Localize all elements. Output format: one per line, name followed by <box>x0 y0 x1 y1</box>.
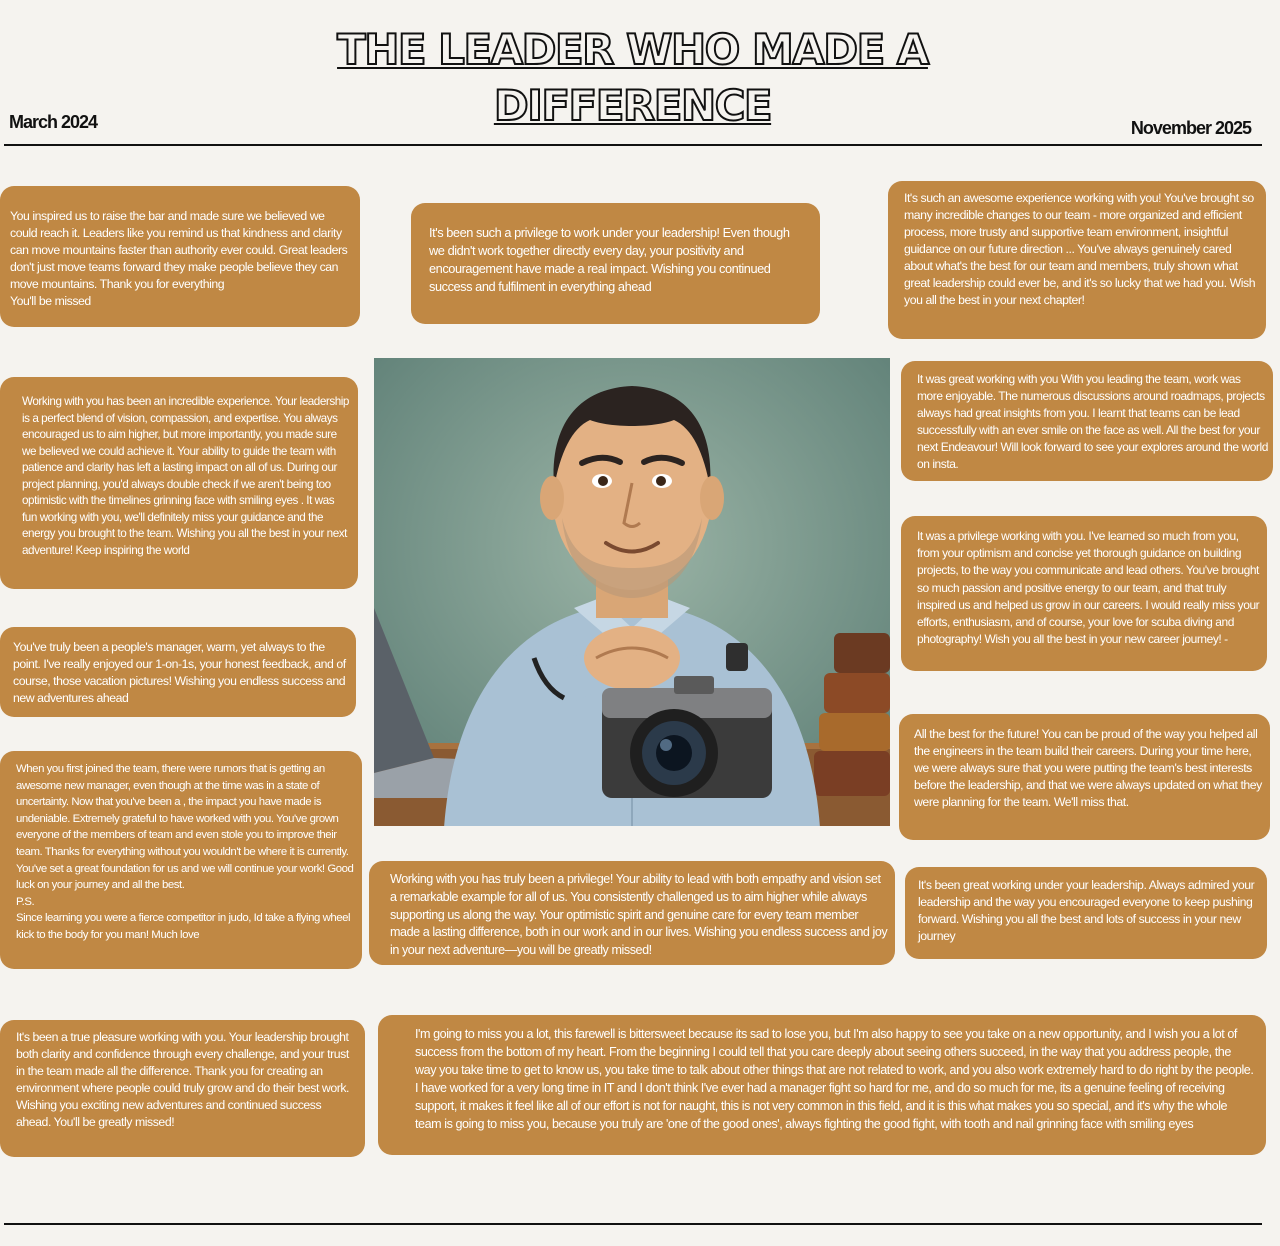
farewell-note-10 <box>369 861 895 965</box>
note-text: It's been a true pleasure working with you. Your leadership brought both clarity and confidence through every challenge, and your trust in the team made all the difference. Thank you for creating an environment where people could truly grow and do their best work. Wishing you exciting new adventures and continued success ahead. You'll be greatly missed! <box>16 1030 350 1129</box>
end-date: November 2025 <box>1130 118 1251 138</box>
note-text: Working with you has been an incredible experience. Your leadership is a perfect blend of vision, compassion, and expertise. You always encouraged us to aim higher, but more importantly, you made sure we believed we could achieve it. Your ability to guide the team with patience and clarity has left a lasting impact on all of us. During our project planning, you'd always double check if we aren't being too optimistic with the timelines grinning face with smiling eyes . It was fun working with you, we'll definitely miss your guidance and the energy you brought to the team. Wishing you all the best in your next adventure! Keep inspiring the world <box>22 395 349 557</box>
note-text: I'm going to miss you a lot, this farewell is bittersweet because its sad to lose you, but I'm also happy to see you take on a new opportunity, and I wish you a lot of success from the bottom of my heart. From the beginning I could tell that you care deeply about seeing others succeed, in the way that you address people, the way you take time to get to know us, you take time to talk about other things that are not related to work, and you also work extremely hard to do right by the people. I have worked for a very long time in IT and I don't think I've ever had a manager fight so hard for me, and do so much for me, its a genuine feeling of receiving support, it makes it feel like all of our effort is not for naught, this is not very common in this field, and it is this what makes you so special, and it's why the whole team is going to miss you, because you truly are 'one of the good ones', always fighting the good fight, with tooth and nail grinning face with smiling eyes <box>415 1027 1254 1131</box>
top-divider <box>4 144 1262 146</box>
farewell-note-7 <box>0 627 356 717</box>
farewell-note-3 <box>888 181 1266 339</box>
note-text: It was a privilege working with you. I've learned so much from you, from your optimism and concise yet thorough guidance on building projects, to the way you communicate and lead others. You've brought so much passion and positive energy to our team, and that truly inspired us and helped us grow in our careers. I would really miss your efforts, enthusiasm, and of course, your love for scuba diving and photography! Wish you all the best in your new career journey! - <box>917 529 1260 647</box>
note-text: It's been such a privilege to work under your leadership! Even though we didn't work together directly every day, your positivity and encouragement have made a real impact. Wishing you continued success and fulfilment in everything ahead <box>429 225 790 294</box>
farewell-note-4 <box>0 377 358 589</box>
note-text: It's such an awesome experience working with you! You've brought so many incredible changes to our team - more organized and efficient process, more trusty and supportive team environment, insightful guidance on our future direction ... You've always genuinely cared about what's the best for our team and members, truly shown what great leadership could ever be, and it's so lucky that we had you. Wish you all the best in your next chapter! <box>904 191 1256 307</box>
farewell-note-8 <box>899 714 1270 840</box>
farewell-note-12 <box>0 1020 365 1157</box>
note-text: All the best for the future! You can be proud of the way you helped all the engineers in the team build their careers. During your time here, we were always sure that you were putting the team's best interests before the leadership, and that we were always updated on what they were planning for the team. We'll miss that. <box>914 727 1262 809</box>
note-text: When you first joined the team, there were rumors that is getting an awesome new manager, even though at the time was in a state of uncertainty. Now that you've been a , the impact you have made is undeniable. Extremely grateful to have worked with you. You've grown everyone of the members of team and even stole you to improve their team. Thanks for everything without you wouldn't be where it is currently. You've set a great foundation for us and we will continue your work! Good luck on your journey and all the best. P.S. Since learning you were a fierce competitor in judo, Id take a flying wheel kick to the body for you man! Much love <box>16 763 354 941</box>
farewell-note-1 <box>0 186 360 327</box>
page-title: THE LEADER WHO MADE A DIFFERENCE <box>337 25 928 130</box>
start-date: March 2024 <box>9 112 98 132</box>
note-text: You've truly been a people's manager, warm, yet always to the point. I've really enjoyed our 1-on-1s, your honest feedback, and of course, those vacation pictures! Wishing you endless success and new adventures ahead <box>13 640 346 705</box>
note-text: It's been great working under your leadership. Always admired your leadership and the way you encouraged everyone to keep pushing forward. Wishing you all the best and lots of success in your new journey <box>918 878 1255 943</box>
farewell-note-13 <box>378 1015 1266 1155</box>
bottom-divider <box>4 1223 1262 1225</box>
note-text: It was great working with you With you leading the team, work was more enjoyable. The numerous discussions around roadmaps, projects always had great insights from you. I learnt that teams can be lead successfully with an ever smile on the face as well. All the best for your next Endeavour! Will look forward to see your explores around the world on insta. <box>917 372 1268 471</box>
note-text: You inspired us to raise the bar and made sure we believed we could reach it. Leaders like you remind us that kindness and clarity can move mountains faster than authority ever could. Great leaders don't just move teams forward they make people believe they can move mountains. Thank you for everything You'll be missed <box>10 209 348 308</box>
farewell-note-2 <box>411 203 820 324</box>
farewell-note-5 <box>901 361 1273 481</box>
farewell-note-9 <box>0 751 362 969</box>
farewell-note-6 <box>901 516 1267 671</box>
note-text: Working with you has truly been a privilege! Your ability to lead with both empathy and vision set a remarkable example for all of us. You consistently challenged us to aim higher while always supporting us along the way. Your optimistic spirit and genuine care for every team member made a lasting difference, both in our work and in our lives. Wishing you endless success and joy in your next adventure—you will be greatly missed! <box>390 872 888 958</box>
illustrated-portrait <box>374 358 890 826</box>
farewell-note-11 <box>905 867 1267 959</box>
